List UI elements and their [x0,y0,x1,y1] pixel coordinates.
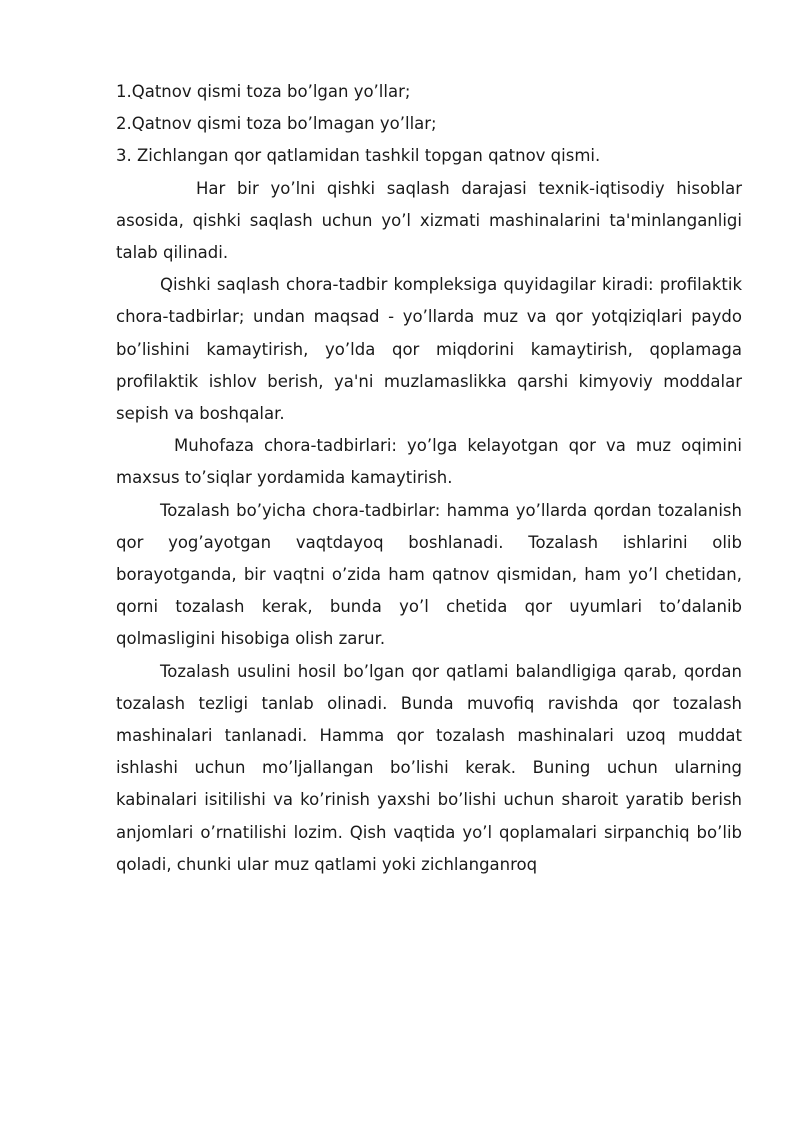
paragraph-cleaning-measures: Tozalash bo’yicha chora-tadbirlar: hamma yo’llarda qordan tozalanish qor yog’ayotgan vaqtdayoq boshlanadi. Tozalash ishlarini olib borayotganda, bir vaqtni o’zida ham qatnov qismidan, ham yo’l chetidan, qorni tozalash kerak, bunda yo’l chetida qor uyumlari to’dalanib qolmasligini hisobiga olish zarur. [116,500,742,649]
list-item-1: 1.Qatnov qismi toza bo’lgan yo’llar; [116,82,411,101]
paragraph-cleaning-method: Tozalash usulini hosil bo’lgan qor qatlami balandligiga qarab, qordan tozalash tezligi tanlab olinadi. Bunda muvofiq ravishda qor tozalash mashinalari tanlanadi. Hamma qor tozalash mashinalari uzoq muddat ishlashi uchun mo’ljallangan bo’lishi kerak. Buning uchun ularning kabinalari isitilishi va ko’rinish yaxshi bo’lishi uchun sharoit yaratib berish anjomlari o’rnatilishi lozim. Qish vaqtida yo’l qoplamalari sirpanchiq bo’lib qoladi, chunki ular muz qatlami yoki zichlanganroq [116,661,742,874]
document-page [116,76,742,881]
paragraph-protection-measures: Muhofaza chora-tadbirlari: yo’lga kelayotgan qor va muz oqimini maxsus to’siqlar yordamida kamaytirish. [116,436,742,488]
paragraph-winter-maintenance-level: Har bir yo’lni qishki saqlash darajasi texnik-iqtisodiy hisoblar asosida, qishki saqlash uchun yo’l xizmati mashinalarini ta'minlanganligi talab qilinadi. [116,178,742,263]
list-item-3: 3. Zichlangan qor qatlamidan tashkil topgan qatnov qismi. [116,146,601,166]
list-item-2: 2.Qatnov qismi toza bo’lmagan yo’llar; [116,114,437,134]
paragraph-winter-maintenance-measures: Qishki saqlash chora-tadbir kompleksiga quyidagilar kiradi: profilaktik chora-tadbirlar; undan maqsad - yo’llarda muz va qor yotqiziqlari paydo bo’lishini kamaytirish, yo’lda qor miqdorini kamaytirish, qoplamaga profilaktik ishlov berish, ya'ni muzlamaslikka qarshi kimyoviy moddalar sepish va boshqalar. [116,275,742,424]
